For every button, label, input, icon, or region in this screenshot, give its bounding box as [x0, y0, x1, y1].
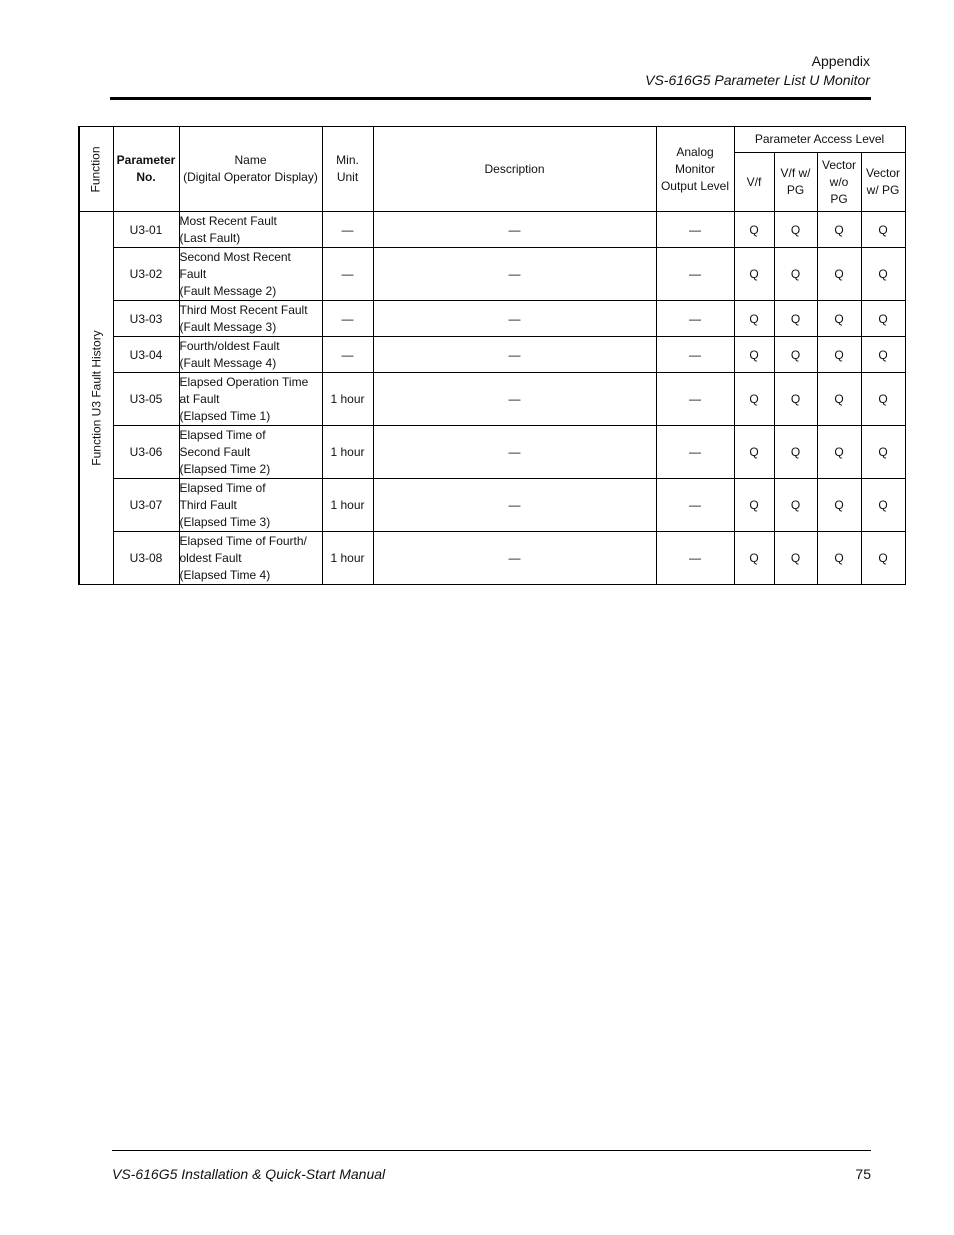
description-header: Description — [373, 127, 656, 212]
function-header: Function — [79, 127, 113, 212]
name-header: Name (Digital Operator Display) — [179, 127, 322, 212]
access-vf-pg: Q — [774, 301, 817, 337]
table-row — [79, 479, 905, 532]
access-vf-pg: Q — [774, 212, 817, 248]
header-section: Appendix — [811, 53, 870, 69]
access-vector-wo-pg: Q — [817, 373, 861, 426]
min-unit: — — [322, 248, 373, 301]
min-unit: — — [322, 301, 373, 337]
access-vf: Q — [734, 532, 774, 585]
access-vf: Q — [734, 373, 774, 426]
analog-output-level: — — [656, 301, 734, 337]
description: — — [373, 532, 656, 585]
table-row — [79, 532, 905, 585]
parameter-no: U3-05 — [113, 373, 179, 426]
parameter-no: U3-04 — [113, 337, 179, 373]
parameter-name: Elapsed Time of Fourth/ oldest Fault (Elapsed Time 4) — [179, 532, 322, 585]
analog-output-level: — — [656, 373, 734, 426]
access-vf: Q — [734, 426, 774, 479]
table-row — [79, 301, 905, 337]
table-row — [79, 212, 905, 248]
access-vf: Q — [734, 479, 774, 532]
access-vector-pg: Q — [861, 337, 905, 373]
parameter-table — [78, 126, 906, 585]
analog-output-header: Analog Monitor Output Level — [656, 127, 734, 212]
description: — — [373, 426, 656, 479]
min-unit: — — [322, 337, 373, 373]
min-unit-header: Min. Unit — [322, 127, 373, 212]
analog-output-level: — — [656, 479, 734, 532]
table-row — [79, 373, 905, 426]
access-vector-wo-pg: Q — [817, 212, 861, 248]
access-vector-wo-pg: Q — [817, 426, 861, 479]
parameter-name: Elapsed Time of Second Fault (Elapsed Time 2) — [179, 426, 322, 479]
access-vector-wo-pg: Q — [817, 248, 861, 301]
description: — — [373, 301, 656, 337]
access-vector-wo-pg: Q — [817, 479, 861, 532]
vector-pg-header: Vector w/ PG — [861, 153, 905, 212]
table-row — [79, 426, 905, 479]
parameter-name: Elapsed Time of Third Fault (Elapsed Time 3) — [179, 479, 322, 532]
access-vf-pg: Q — [774, 337, 817, 373]
footer-manual-title: VS-616G5 Installation & Quick-Start Manual — [112, 1166, 386, 1182]
access-vf-pg: Q — [774, 248, 817, 301]
min-unit: 1 hour — [322, 373, 373, 426]
page-header — [112, 52, 870, 90]
vf-header: V/f — [734, 153, 774, 212]
access-vf-pg: Q — [774, 373, 817, 426]
table-row — [79, 337, 905, 373]
parameter-no-header: Parameter No. — [113, 127, 179, 212]
analog-output-level: — — [656, 426, 734, 479]
description: — — [373, 248, 656, 301]
page-number: 75 — [855, 1166, 871, 1182]
vf-pg-header: V/f w/ PG — [774, 153, 817, 212]
access-vector-pg: Q — [861, 212, 905, 248]
analog-output-level: — — [656, 212, 734, 248]
parameter-no: U3-07 — [113, 479, 179, 532]
parameter-name: Second Most Recent Fault (Fault Message 2) — [179, 248, 322, 301]
access-vector-pg: Q — [861, 532, 905, 585]
parameter-name: Third Most Recent Fault (Fault Message 3) — [179, 301, 322, 337]
access-vector-pg: Q — [861, 479, 905, 532]
access-vector-pg: Q — [861, 426, 905, 479]
analog-output-level: — — [656, 532, 734, 585]
access-vector-pg: Q — [861, 373, 905, 426]
table-row — [79, 248, 905, 301]
access-vf-pg: Q — [774, 426, 817, 479]
access-vf: Q — [734, 337, 774, 373]
access-vf: Q — [734, 301, 774, 337]
parameter-no: U3-02 — [113, 248, 179, 301]
analog-output-level: — — [656, 337, 734, 373]
parameter-no: U3-08 — [113, 532, 179, 585]
parameter-no: U3-01 — [113, 212, 179, 248]
access-vector-wo-pg: Q — [817, 532, 861, 585]
description: — — [373, 212, 656, 248]
min-unit: 1 hour — [322, 479, 373, 532]
min-unit: 1 hour — [322, 426, 373, 479]
parameter-name: Fourth/oldest Fault (Fault Message 4) — [179, 337, 322, 373]
parameter-no: U3-06 — [113, 426, 179, 479]
access-vector-wo-pg: Q — [817, 337, 861, 373]
min-unit: — — [322, 212, 373, 248]
parameter-name: Elapsed Operation Time at Fault (Elapsed Time 1) — [179, 373, 322, 426]
header-subtitle: VS-616G5 Parameter List U Monitor — [645, 72, 870, 88]
access-vector-pg: Q — [861, 301, 905, 337]
description: — — [373, 337, 656, 373]
access-vf-pg: Q — [774, 479, 817, 532]
parameter-no: U3-03 — [113, 301, 179, 337]
analog-output-level: — — [656, 248, 734, 301]
parameter-name: Most Recent Fault (Last Fault) — [179, 212, 322, 248]
function-group-cell: Function U3 Fault History — [79, 212, 113, 585]
min-unit: 1 hour — [322, 532, 373, 585]
access-vf: Q — [734, 212, 774, 248]
access-vector-pg: Q — [861, 248, 905, 301]
access-vf: Q — [734, 248, 774, 301]
description: — — [373, 373, 656, 426]
access-level-header: Parameter Access Level — [734, 127, 905, 153]
description: — — [373, 479, 656, 532]
access-vf-pg: Q — [774, 532, 817, 585]
footer-rule — [112, 1150, 871, 1151]
header-rule — [110, 97, 871, 100]
access-vector-wo-pg: Q — [817, 301, 861, 337]
vector-wo-pg-header: Vector w/o PG — [817, 153, 861, 212]
